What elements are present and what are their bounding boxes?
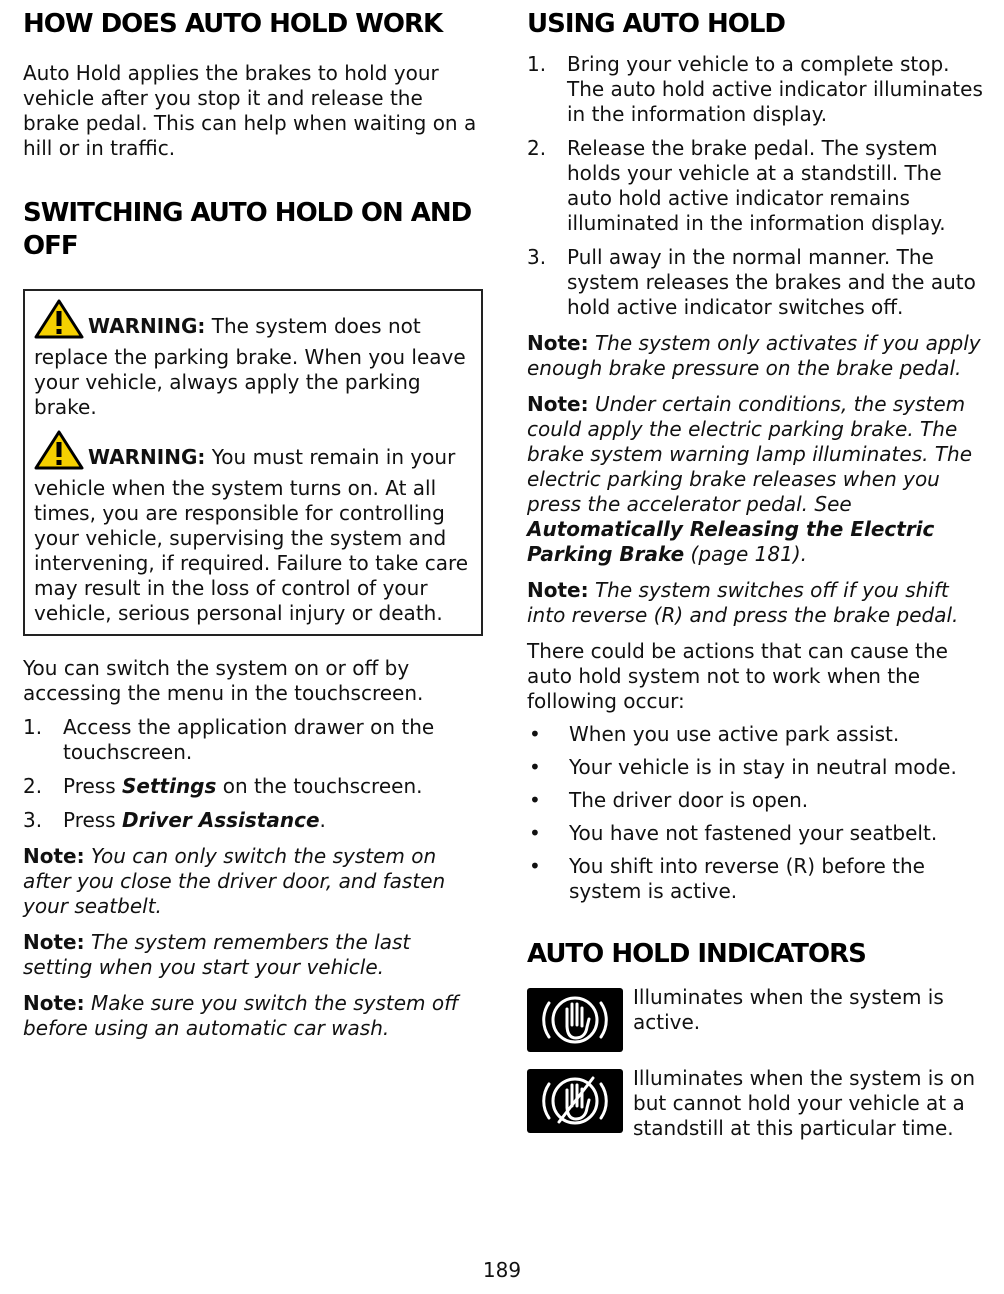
warning-box (23, 289, 483, 636)
note: Note: The system only activates if you apply enough brake pressure on the brake pedal. (527, 331, 981, 380)
list-item: • You have not fastened your seatbelt. (529, 821, 938, 845)
list-item: • You shift into reverse (R) before the system is active. (529, 854, 925, 903)
warning-label: WARNING: (88, 314, 206, 338)
auto-hold-unavailable-icon (527, 1069, 623, 1133)
heading-using-auto-hold: USING AUTO HOLD (527, 9, 785, 39)
list-item: 1. Bring your vehicle to a complete stop. The auto hold active indicator illuminates in the information display. (527, 52, 983, 126)
list-item: • When you use active park assist. (529, 722, 900, 746)
using-steps (527, 52, 989, 320)
heading-switching-auto-hold: SWITCHING AUTO HOLD ON AND OFF (23, 198, 472, 261)
list-item: 2. Press Settings on the touchscreen. (23, 774, 423, 798)
conditions-list (527, 722, 989, 904)
list-item: • Your vehicle is in stay in neutral mode. (529, 755, 957, 779)
warning-text: You must remain in your vehicle when the system turns on. At all times, you are responsible for controlling your vehicle, supervising the system and intervening, if required. Failure to take care may result in the loss of control of your vehicle, serious personal injury or death. (34, 445, 469, 625)
note: Note: The system switches off if you shift into reverse (R) and press the brake pedal. (527, 578, 959, 627)
note: Note: The system remembers the last setting when you start your vehicle. (23, 930, 411, 979)
list-item: 1. Access the application drawer on the touchscreen. (23, 715, 435, 764)
note: Note: You can only switch the system on after you close the driver door, and fasten your seatbelt. (23, 844, 446, 918)
indicator-active-text: Illuminates when the system is active. (633, 985, 944, 1034)
list-item: 3. Pull away in the normal manner. The system releases the brakes and the auto hold active indicator switches off. (527, 245, 976, 319)
how-auto-hold-paragraph: Auto Hold applies the brakes to hold your vehicle after you stop it and release the brake pedal. This can help when waiting on a hill or in traffic. (23, 61, 477, 160)
warning-label: WARNING: (88, 445, 206, 469)
indicator-row-unavailable (527, 1066, 989, 1141)
actions-paragraph: There could be actions that can cause the auto hold system not to work when the following occur: (527, 639, 948, 713)
indicator-unavailable-text: Illuminates when the system is on but cannot hold your vehicle at a standstill at this particular time. (633, 1066, 976, 1140)
list-item: • The driver door is open. (529, 788, 809, 812)
heading-how-auto-hold-works: HOW DOES AUTO HOLD WORK (23, 9, 443, 39)
switch-paragraph: You can switch the system on or off by accessing the menu in the touchscreen. (23, 656, 424, 705)
switch-steps (23, 715, 483, 833)
note: Note: Make sure you switch the system off before using an automatic car wash. (23, 991, 459, 1040)
heading-auto-hold-indicators: AUTO HOLD INDICATORS (527, 939, 866, 969)
list-item: 2. Release the brake pedal. The system holds your vehicle at a standstill. The auto hold active indicator remains illuminated in the information display. (527, 136, 946, 235)
indicator-row-active (527, 985, 989, 1056)
driver-assistance-term: Driver Assistance (122, 808, 320, 832)
settings-term: Settings (122, 774, 217, 798)
warning-text: The system does not replace the parking brake. When you leave your vehicle, always apply the parking brake. (34, 314, 466, 419)
warning-1 (34, 299, 472, 420)
warning-2 (34, 430, 472, 626)
left-column (23, 8, 483, 1041)
note: Note: Under certain conditions, the system could apply the electric parking brake. The brake system warning lamp illuminates. The electric parking brake releases when you press the accelerator pedal. See Automatically Releasing the Electric Parking Brake (page 181). (527, 392, 973, 566)
list-item: 3. Press Driver Assistance. (23, 808, 326, 832)
warning-triangle-icon (34, 430, 84, 476)
cross-reference-link[interactable]: Automatically Releasing the Electric Parking Brake (527, 517, 935, 566)
auto-hold-active-icon (527, 988, 623, 1052)
page-number: 189 (482, 1258, 522, 1282)
warning-triangle-icon (34, 299, 84, 345)
right-column (527, 8, 989, 1141)
